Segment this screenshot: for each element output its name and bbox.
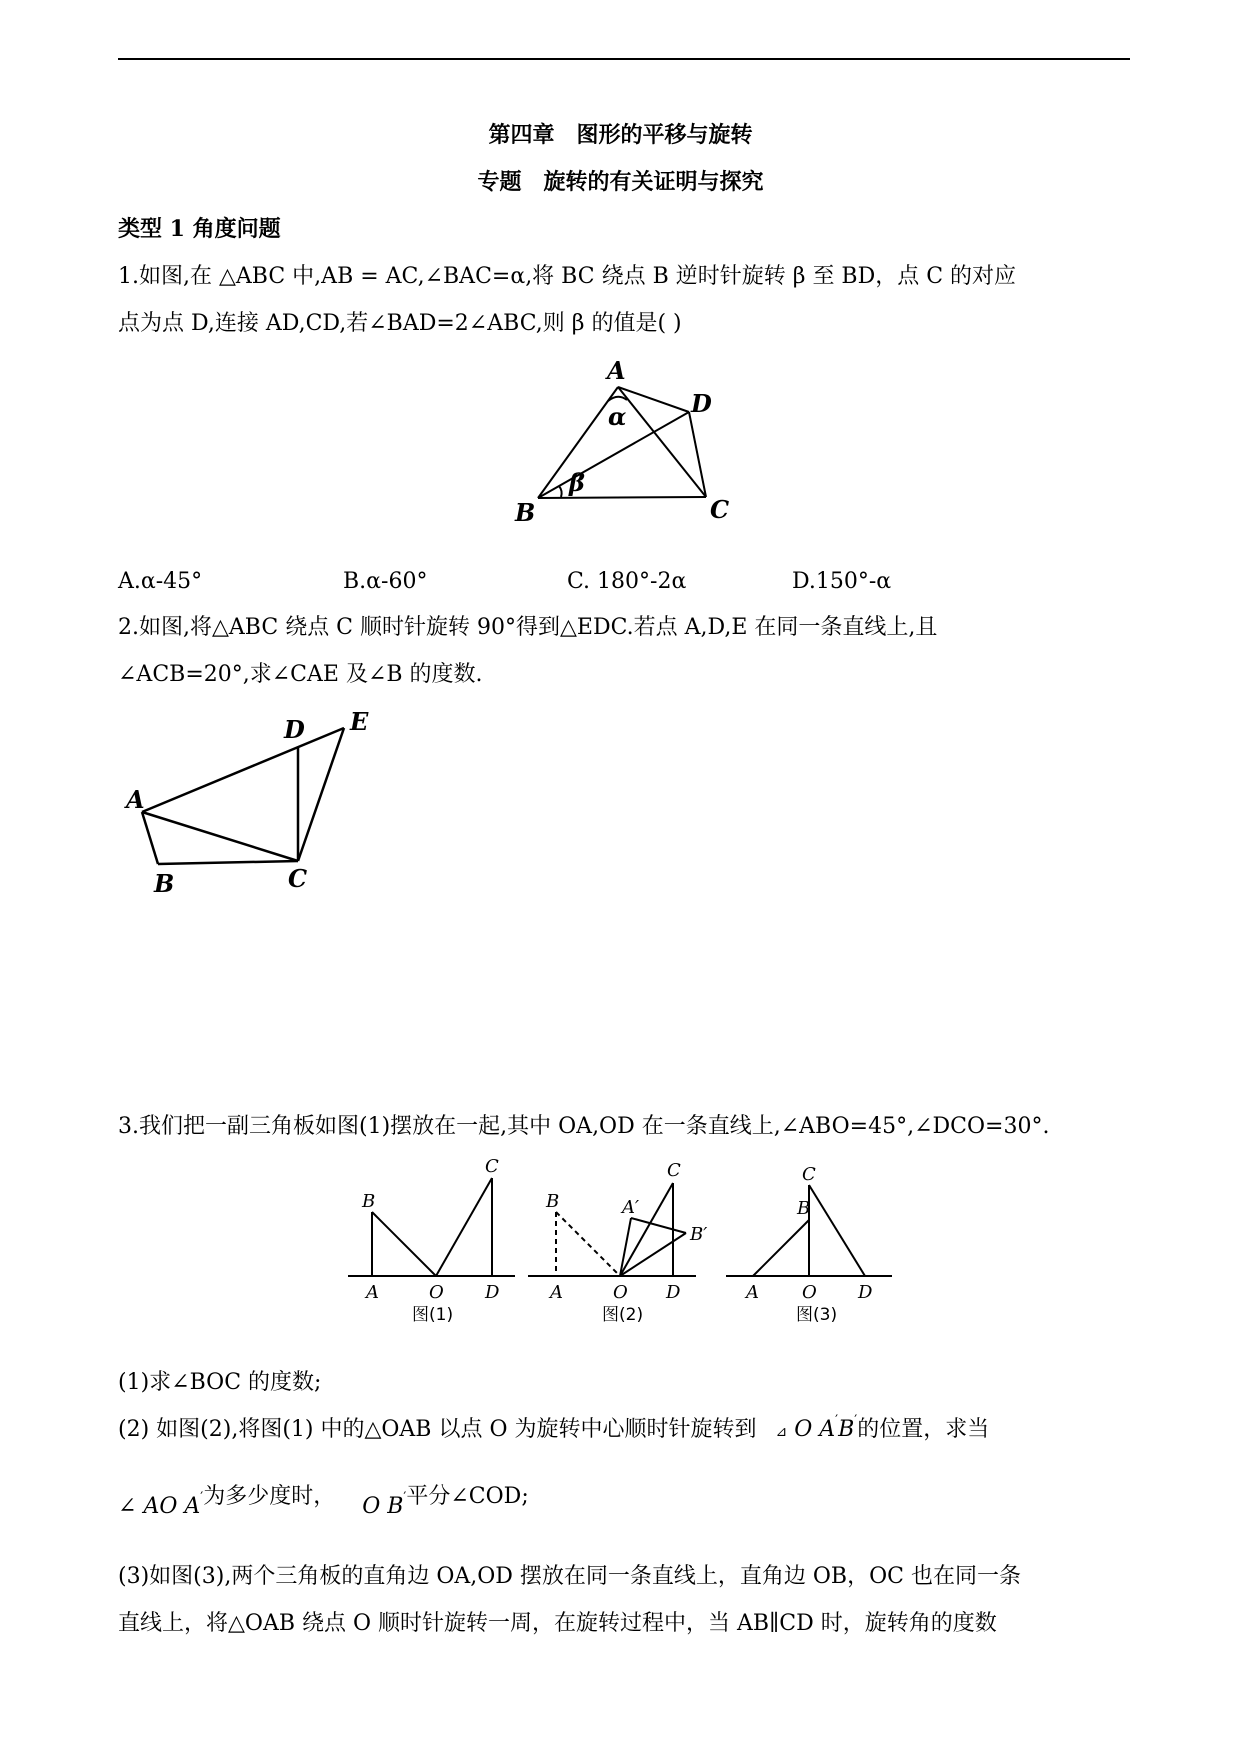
fig1-label-b: B bbox=[362, 1191, 376, 1212]
q1-line2: 点为点 D,连接 AD,CD,若∠BAD=2∠ABC,则 β 的值是( ) bbox=[118, 311, 682, 336]
label-alpha: α bbox=[608, 402, 627, 431]
label-d: D bbox=[284, 715, 305, 744]
q3-part2-angle-prime: ′ bbox=[200, 1490, 204, 1505]
q2-figure bbox=[118, 700, 378, 900]
q3-part3-line1: (3)如图(3),两个三角板的直角边 OA,OD 摆放在同一条直线上，直角边 OB，OC 也在同一条 bbox=[118, 1564, 1021, 1589]
fig1-oc bbox=[436, 1178, 492, 1276]
edge-ab bbox=[142, 812, 158, 864]
q3-part2-text-b: 的位置，求当 bbox=[857, 1417, 990, 1442]
fig3-label-o: O bbox=[802, 1282, 817, 1303]
q1-figure bbox=[505, 355, 745, 530]
fig1-label-o: O bbox=[429, 1282, 444, 1303]
q3-part2-ob-prime: ′ bbox=[403, 1490, 407, 1505]
edge-bc bbox=[538, 497, 706, 498]
q3-part1: (1)求∠BOC 的度数; bbox=[118, 1370, 322, 1395]
q3-part2-math-oa: O A bbox=[794, 1417, 836, 1442]
q3-part2-angle-math: AO A bbox=[143, 1494, 201, 1519]
q1-option-a: A.α-45° bbox=[118, 569, 203, 594]
fig2-label-b: B bbox=[546, 1191, 560, 1212]
fig2-bo bbox=[556, 1212, 620, 1276]
q3-part2-ob-math: O B bbox=[362, 1494, 404, 1519]
q3-intro: 3.我们把一副三角板如图(1)摆放在一起,其中 OA,OD 在一条直线上,∠ABO=45°,∠DCO=30°. bbox=[118, 1114, 1050, 1139]
fig3-label-c: C bbox=[802, 1164, 816, 1185]
label-c: C bbox=[288, 864, 308, 893]
fig3-label-a: A bbox=[746, 1282, 759, 1303]
q3-part2-math-b: B bbox=[838, 1417, 855, 1442]
q3-part2-line1 bbox=[118, 1415, 989, 1448]
fig3-label-b: B bbox=[797, 1198, 811, 1219]
q3-part2-text-c: 为多少度时， bbox=[203, 1484, 336, 1509]
fig1-label-a: A bbox=[366, 1282, 379, 1303]
q2-line2: ∠ACB=20°,求∠CAE 及∠B 的度数. bbox=[118, 662, 483, 687]
angle-symbol: ∠ bbox=[118, 1494, 137, 1519]
edge-ae bbox=[142, 728, 344, 812]
fig2-label-a1: A′ bbox=[622, 1197, 640, 1218]
q3-part2-prime-1: ′ bbox=[835, 1413, 839, 1428]
fig2-caption: 图(2) bbox=[602, 1305, 644, 1325]
q3-part3-line2: 直线上，将△OAB 绕点 O 顺时针旋转一周，在旋转过程中，当 AB∥CD 时，旋转角的度数 bbox=[118, 1611, 997, 1636]
fig2-label-a: A bbox=[550, 1282, 563, 1303]
fig1-label-d: D bbox=[485, 1282, 500, 1303]
topic-title: 专题 旋转的有关证明与探究 bbox=[477, 169, 764, 195]
fig2-ob1 bbox=[620, 1233, 686, 1276]
fig3-cd bbox=[809, 1185, 865, 1276]
header-rule bbox=[118, 58, 1130, 60]
fig1-bo bbox=[372, 1212, 436, 1276]
q1-option-d: D.150°-α bbox=[792, 569, 892, 594]
label-a: A bbox=[126, 785, 145, 814]
q1-option-b: B.α-60° bbox=[343, 569, 428, 594]
section-title: 类型 1 角度问题 bbox=[118, 216, 281, 242]
chapter-title: 第四章 图形的平移与旋转 bbox=[488, 122, 753, 148]
q3-part2-ob bbox=[362, 1490, 407, 1519]
fig2-a1b1 bbox=[631, 1218, 686, 1233]
q1-option-c: C. 180°-2α bbox=[567, 569, 687, 594]
edge-dc bbox=[689, 412, 706, 497]
label-beta: β bbox=[569, 468, 585, 497]
fig1-caption: 图(1) bbox=[412, 1305, 454, 1325]
label-b: B bbox=[515, 498, 536, 527]
q3-part2-text-d: 平分∠COD; bbox=[406, 1484, 529, 1509]
fig3-caption: 图(3) bbox=[796, 1305, 838, 1325]
label-a: A bbox=[607, 356, 626, 385]
beta-arc bbox=[559, 486, 562, 497]
fig3-ab bbox=[753, 1220, 809, 1276]
fig2-label-b1: B′ bbox=[690, 1224, 708, 1245]
label-c: C bbox=[710, 495, 730, 524]
label-b: B bbox=[154, 869, 175, 898]
q3-part2-angle bbox=[118, 1490, 204, 1519]
edge-ec bbox=[298, 728, 344, 861]
small-triangle-symbol: ⊿ bbox=[775, 1424, 788, 1440]
q2-line1: 2.如图,将△ABC 绕点 C 顺时针旋转 90°得到△EDC.若点 A,D,E 在同一条直线上,且 bbox=[118, 615, 938, 640]
q3-part2-line2 bbox=[118, 1482, 529, 1519]
label-d: D bbox=[691, 389, 712, 418]
fig3-label-d: D bbox=[858, 1282, 873, 1303]
q3-part2-prime-2: ′ bbox=[854, 1413, 858, 1428]
q3-part2-text-a: (2) 如图(2),将图(1) 中的△OAB 以点 O 为旋转中心顺时针旋转到 bbox=[118, 1417, 757, 1442]
q3-figures bbox=[340, 1150, 910, 1325]
fig1-label-c: C bbox=[485, 1156, 499, 1177]
fig2-label-c: C bbox=[667, 1160, 681, 1181]
fig2-label-o: O bbox=[613, 1282, 628, 1303]
edge-ac bbox=[142, 812, 298, 861]
q1-line1: 1.如图,在 △ABC 中,AB = AC,∠BAC=α,将 BC 绕点 B 逆时针旋转 β 至 BD，点 C 的对应 bbox=[118, 264, 1017, 289]
label-e: E bbox=[350, 707, 369, 736]
edge-bc bbox=[158, 861, 298, 864]
fig2-label-d: D bbox=[666, 1282, 681, 1303]
